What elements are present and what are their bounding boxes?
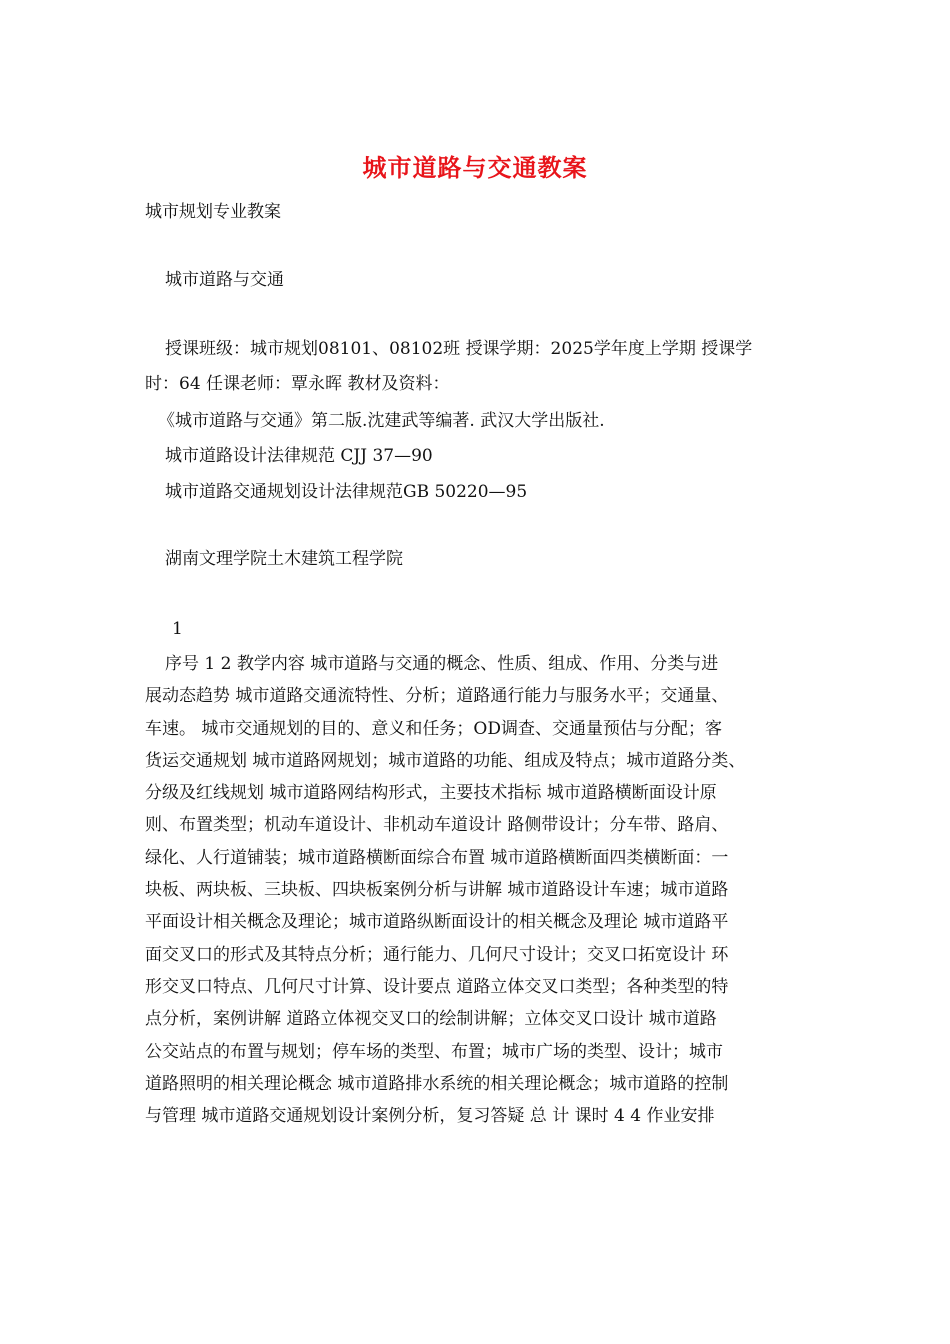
page-number: 1 (172, 619, 183, 639)
course-info-line-2: 时：64 任课老师：覃永晖 教材及资料： (145, 374, 450, 394)
reference-traffic-planning-code: 城市道路交通规划设计法律规范GB 50220—95 (165, 482, 528, 502)
course-schedule-text (145, 648, 810, 1132)
institution-name: 湖南文理学院土木建筑工程学院 (165, 549, 403, 569)
schedule-line: 车速。 城市交通规划的目的、意义和任务；OD调查、交通量预估与分配；客 (145, 718, 722, 739)
schedule-line: 绿化、人行道铺装；城市道路横断面综合布置 城市道路横断面四类横断面：一 (145, 847, 729, 868)
course-info-line-1: 授课班级：城市规划08101、08102班 授课学期：2025学年度上学期 授课学 (165, 339, 753, 359)
schedule-line: 货运交通规划 城市道路网规划；城市道路的功能、组成及特点；城市道路分类、 (145, 750, 746, 771)
schedule-line: 与管理 城市道路交通规划设计案例分析，复习答疑 总 计 课时 4 4 作业安排 (145, 1106, 715, 1127)
schedule-line: 则、布置类型；机动车道设计、非机动车道设计 路侧带设计；分车带、路肩、 (145, 815, 729, 836)
schedule-line: 公交站点的布置与规划；停车场的类型、布置；城市广场的类型、设计；城市 (145, 1041, 723, 1062)
reference-road-design-code: 城市道路设计法律规范 CJJ 37—90 (165, 446, 433, 466)
schedule-line: 面交叉口的形式及其特点分析；通行能力、几何尺寸设计；交叉口拓宽设计 环 (145, 944, 729, 965)
reference-textbook: 《城市道路与交通》第二版.沈建武等编著. 武汉大学出版社. (158, 411, 605, 431)
document-subtitle: 城市规划专业教案 (145, 202, 281, 222)
schedule-line: 道路照明的相关理论概念 城市道路排水系统的相关理论概念；城市道路的控制 (145, 1073, 729, 1094)
schedule-line: 展动态趋势 城市道路交通流特性、分析；道路通行能力与服务水平；交通量、 (145, 686, 729, 707)
course-name: 城市道路与交通 (165, 270, 284, 290)
schedule-line: 序号 1 2 教学内容 城市道路与交通的概念、性质、组成、作用、分类与进 (165, 654, 719, 674)
schedule-line: 分级及红线规划 城市道路网结构形式，主要技术指标 城市道路横断面设计原 (145, 783, 717, 804)
schedule-line: 平面设计相关概念及理论；城市道路纵断面设计的相关概念及理论 城市道路平 (145, 912, 729, 933)
schedule-line: 形交叉口特点、几何尺寸计算、设计要点 道路立体交叉口类型；各种类型的特 (145, 976, 729, 997)
document-title: 城市道路与交通教案 (362, 154, 588, 182)
schedule-line: 块板、两块板、三块板、四块板案例分析与讲解 城市道路设计车速；城市道路 (145, 880, 729, 901)
schedule-line: 点分析，案例讲解 道路立体视交叉口的绘制讲解；立体交叉口设计 城市道路 (145, 1009, 717, 1030)
